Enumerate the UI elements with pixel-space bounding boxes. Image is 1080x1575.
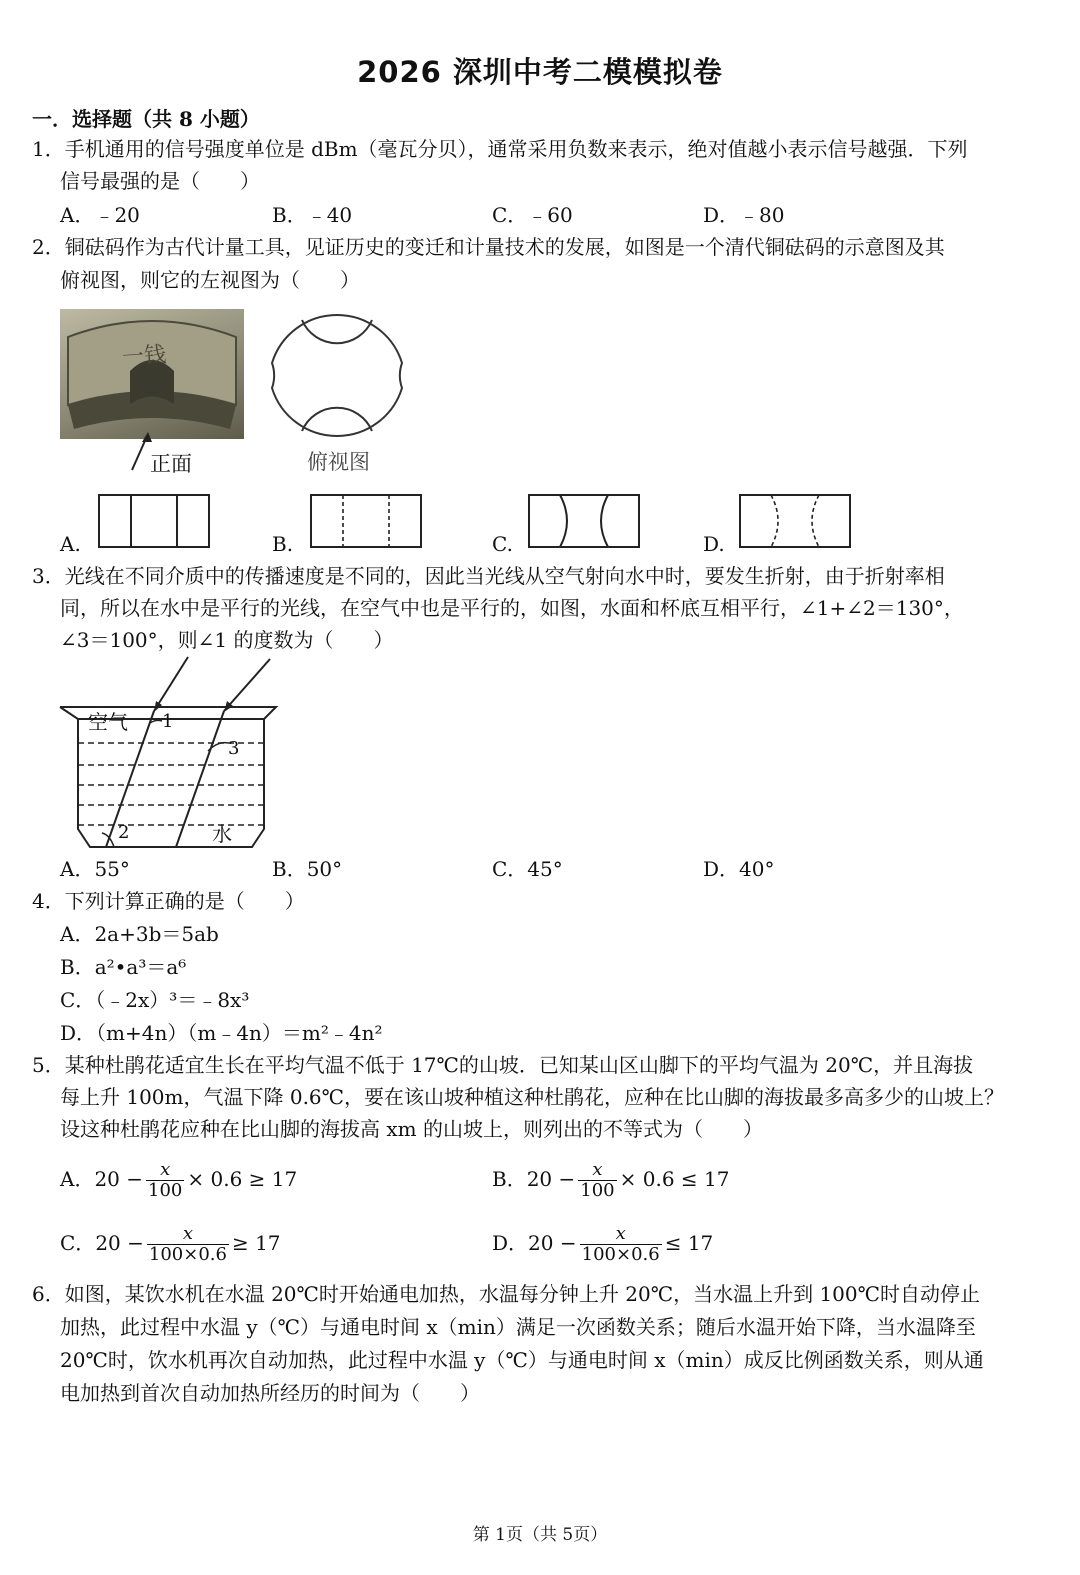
photo-inscription: 一钱 xyxy=(121,342,167,371)
q5-line2: 每上升 100m，气温下降 0.6℃，要在该山坡种植这种杜鹃花，应种在比山脚的海拔最多高多少的山坡上？ xyxy=(60,1085,1005,1109)
q5-option-a-numerator: x xyxy=(160,1159,171,1180)
q2-option-b: B. xyxy=(272,532,294,556)
q1-option-c: C．﹣60 xyxy=(492,203,573,227)
copper-weight-photo xyxy=(60,309,244,439)
q5-option-c-fraction xyxy=(147,1224,229,1265)
q2-option-a: A. xyxy=(60,532,81,556)
q3-line3: ∠3＝100°，则∠1 的度数为（ ） xyxy=(60,628,394,652)
q5-option-b xyxy=(492,1160,729,1201)
front-label: 正面 xyxy=(150,452,192,476)
q2-option-a-drawing xyxy=(98,494,210,548)
q5-option-d-numerator: x xyxy=(615,1223,626,1244)
q5-option-d xyxy=(492,1224,713,1265)
q3-option-a: A．55° xyxy=(60,857,130,881)
page-footer: 第 1页（共 5页） xyxy=(472,1525,608,1545)
q5-option-b-fraction xyxy=(578,1160,616,1201)
fig-water-label: 水 xyxy=(212,822,232,846)
q5-option-a-denominator: 100 xyxy=(148,1180,183,1201)
q2-line1: 2．铜砝码作为古代计量工具，见证历史的变迁和计量技术的发展，如图是一个清代铜砝码的示意图及其 xyxy=(32,235,945,259)
q1-option-a: A．﹣20 xyxy=(60,203,140,227)
q1-option-b: B．﹣40 xyxy=(272,203,353,227)
q5-option-c-lead: 20 − xyxy=(95,1231,144,1255)
q1-line2: 信号最强的是（ ） xyxy=(60,169,260,193)
fig-angle-3: 3 xyxy=(228,738,240,759)
q3-line2: 同，所以在水中是平行的光线，在空气中也是平行的，如图，水面和杯底互相平行，∠1+∠2＝130°， xyxy=(60,596,964,620)
copper-weight-drawing xyxy=(60,309,244,439)
top-view-label: 俯视图 xyxy=(307,450,370,474)
q6-line3: 20℃时，饮水机再次自动加热，此过程中水温 y（℃）与通电时间 x（min）成反比例函数关系，则从通 xyxy=(60,1348,984,1372)
q5-option-a-fraction xyxy=(146,1160,184,1201)
q4-option-d: D．（m+4n）（m﹣4n）＝m²﹣4n² xyxy=(60,1021,383,1045)
q5-option-d-denominator: 100×0.6 xyxy=(581,1244,660,1265)
q5-option-a-label: A． xyxy=(60,1167,95,1191)
q3-option-c: C．45° xyxy=(492,857,563,881)
q6-line4: 电加热到首次自动加热所经历的时间为（ ） xyxy=(60,1381,480,1405)
q4-stem: 4．下列计算正确的是（ ） xyxy=(32,889,305,913)
q4-option-b: B．a²•a³＝a⁶ xyxy=(60,955,187,979)
q3-line1: 3．光线在不同介质中的传播速度是不同的，因此当光线从空气射向水中时，要发生折射，由于折射率相 xyxy=(32,564,945,588)
fig-air-label: 空气 xyxy=(88,710,128,734)
q3-option-b: B．50° xyxy=(272,857,343,881)
top-view-figure xyxy=(262,308,412,438)
section-heading: 一．选择题（共 8 小题） xyxy=(32,107,260,131)
q5-option-d-label: D． xyxy=(492,1231,529,1255)
q5-option-c xyxy=(60,1224,281,1265)
q5-option-a-lead: 20 − xyxy=(94,1167,144,1191)
refraction-cup-figure xyxy=(58,655,282,855)
page-title: 2026 深圳中考二模模拟卷 xyxy=(357,55,723,89)
q5-line3: 设这种杜鹃花应种在比山脚的海拔高 xm 的山坡上，则列出的不等式为（ ） xyxy=(60,1117,763,1141)
q1-line1: 1．手机通用的信号强度单位是 dBm（毫瓦分贝），通常采用负数来表示，绝对值越小表示信号越强．下列 xyxy=(32,137,968,161)
q2-option-c-drawing xyxy=(528,494,640,548)
q5-option-d-lead: 20 − xyxy=(528,1231,577,1255)
q4-option-a: A．2a+3b＝5ab xyxy=(60,922,219,946)
q2-option-b-drawing xyxy=(310,494,422,548)
q5-option-c-denominator: 100×0.6 xyxy=(148,1244,227,1265)
q5-option-c-numerator: x xyxy=(182,1223,193,1244)
q2-line2: 俯视图，则它的左视图为（ ） xyxy=(60,268,360,292)
q5-option-c-tail: ≥ 17 xyxy=(231,1231,281,1255)
q5-option-d-fraction xyxy=(580,1224,662,1265)
fig-angle-1: 1 xyxy=(162,711,174,732)
q5-option-b-denominator: 100 xyxy=(580,1180,615,1201)
q5-option-a-tail: × 0.6 ≥ 17 xyxy=(187,1167,298,1191)
q1-option-d: D．﹣80 xyxy=(703,203,785,227)
q5-line1: 5．某种杜鹃花适宜生长在平均气温不低于 17℃的山坡．已知某山区山脚下的平均气温为 20℃，并且海拔 xyxy=(32,1053,974,1077)
q5-option-c-label: C． xyxy=(60,1231,96,1255)
fig-angle-2: 2 xyxy=(118,822,130,843)
q5-option-b-numerator: x xyxy=(592,1159,603,1180)
q2-option-c: C. xyxy=(492,532,513,556)
q5-option-b-label: B． xyxy=(492,1167,527,1191)
q5-option-d-tail: ≤ 17 xyxy=(664,1231,714,1255)
q5-option-a xyxy=(60,1160,297,1201)
q2-option-d: D. xyxy=(703,532,725,556)
q5-option-b-lead: 20 − xyxy=(526,1167,576,1191)
q5-option-b-tail: × 0.6 ≤ 17 xyxy=(619,1167,730,1191)
q3-option-d: D．40° xyxy=(703,857,775,881)
q6-line2: 加热，此过程中水温 y（℃）与通电时间 x（min）满足一次函数关系；随后水温开始下降，当水温降至 xyxy=(60,1315,976,1339)
q2-option-d-drawing xyxy=(739,494,851,548)
q4-option-c: C．（﹣2x）³＝﹣8x³ xyxy=(60,988,250,1012)
q6-line1: 6．如图，某饮水机在水温 20℃时开始通电加热，水温每分钟上升 20℃，当水温上升到 100℃时自动停止 xyxy=(32,1282,980,1306)
